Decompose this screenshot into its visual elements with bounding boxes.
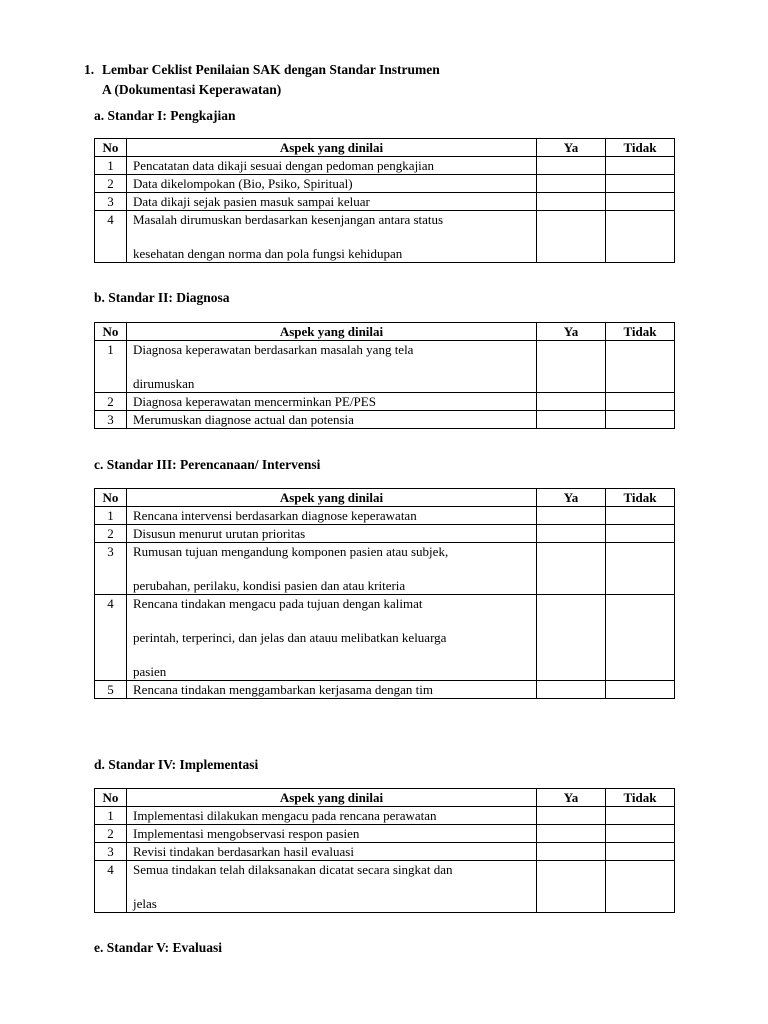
row-aspect (127, 861, 537, 913)
tidak-checkbox-cell[interactable] (606, 341, 675, 393)
aspect-line: Implementasi dilakukan mengacu pada rencana perawatan (133, 808, 437, 823)
header-tidak: Tidak (606, 789, 675, 807)
table-header-row (95, 139, 675, 157)
row-aspect (127, 525, 537, 543)
tidak-checkbox-cell[interactable] (606, 175, 675, 193)
ya-checkbox-cell[interactable] (537, 411, 606, 429)
table-row (95, 843, 675, 861)
row-aspect (127, 681, 537, 699)
header-no: No (95, 323, 127, 341)
header-ya: Ya (537, 489, 606, 507)
row-number: 3 (95, 543, 127, 595)
tidak-checkbox-cell[interactable] (606, 681, 675, 699)
header-tidak: Tidak (606, 139, 675, 157)
aspect-line: Rencana intervensi berdasarkan diagnose keperawatan (133, 508, 417, 523)
tidak-checkbox-cell[interactable] (606, 211, 675, 263)
aspect-line: Diagnosa keperawatan berdasarkan masalah yang tela (133, 342, 414, 357)
row-number: 4 (95, 861, 127, 913)
tidak-checkbox-cell[interactable] (606, 525, 675, 543)
tidak-checkbox-cell[interactable] (606, 861, 675, 913)
table-row (95, 393, 675, 411)
line-gap (133, 358, 530, 375)
ya-checkbox-cell[interactable] (537, 681, 606, 699)
table-row (95, 825, 675, 843)
table-header-row (95, 789, 675, 807)
tidak-checkbox-cell[interactable] (606, 825, 675, 843)
row-number: 1 (95, 157, 127, 175)
checklist-table (94, 322, 675, 429)
table-row (95, 411, 675, 429)
ya-checkbox-cell[interactable] (537, 807, 606, 825)
section-heading: d. Standar IV: Implementasi (94, 757, 259, 772)
line-gap (133, 612, 530, 629)
row-aspect (127, 393, 537, 411)
row-aspect (127, 341, 537, 393)
row-aspect (127, 193, 537, 211)
row-number: 2 (95, 825, 127, 843)
table-row (95, 175, 675, 193)
row-aspect (127, 211, 537, 263)
header-ya: Ya (537, 789, 606, 807)
row-aspect (127, 543, 537, 595)
row-number: 4 (95, 595, 127, 681)
checklist-table (94, 788, 675, 913)
table-header-row (95, 489, 675, 507)
section-heading: a. Standar I: Pengkajian (94, 108, 236, 123)
ya-checkbox-cell[interactable] (537, 861, 606, 913)
row-number: 4 (95, 211, 127, 263)
ya-checkbox-cell[interactable] (537, 507, 606, 525)
table-row (95, 595, 675, 681)
row-number: 2 (95, 175, 127, 193)
ya-checkbox-cell[interactable] (537, 525, 606, 543)
header-no: No (95, 139, 127, 157)
tidak-checkbox-cell[interactable] (606, 193, 675, 211)
row-aspect (127, 507, 537, 525)
table-row (95, 525, 675, 543)
ya-checkbox-cell[interactable] (537, 193, 606, 211)
table-row (95, 543, 675, 595)
header-ya: Ya (537, 323, 606, 341)
header-ya: Ya (537, 139, 606, 157)
header-no: No (95, 789, 127, 807)
aspect-line: Merumuskan diagnose actual dan potensia (133, 412, 354, 427)
table-row (95, 193, 675, 211)
title-line-2: A (Dokumentasi Keperawatan) (102, 82, 282, 97)
ya-checkbox-cell[interactable] (537, 393, 606, 411)
table-row (95, 807, 675, 825)
row-aspect (127, 595, 537, 681)
table-row (95, 507, 675, 525)
tidak-checkbox-cell[interactable] (606, 543, 675, 595)
header-tidak: Tidak (606, 323, 675, 341)
tidak-checkbox-cell[interactable] (606, 157, 675, 175)
tidak-checkbox-cell[interactable] (606, 393, 675, 411)
table-row (95, 211, 675, 263)
row-number: 1 (95, 807, 127, 825)
line-gap (133, 646, 530, 663)
ya-checkbox-cell[interactable] (537, 157, 606, 175)
aspect-line: Disusun menurut urutan prioritas (133, 526, 306, 541)
header-no: No (95, 489, 127, 507)
row-aspect (127, 175, 537, 193)
aspect-line: kesehatan dengan norma dan pola fungsi kehidupan (133, 246, 403, 261)
table-row (95, 681, 675, 699)
aspect-line: Rencana tindakan mengacu pada tujuan dengan kalimat (133, 596, 423, 611)
ya-checkbox-cell[interactable] (537, 175, 606, 193)
row-number: 2 (95, 525, 127, 543)
aspect-line: perintah, terperinci, dan jelas dan atauu melibatkan keluarga (133, 630, 447, 645)
aspect-line: Data dikaji sejak pasien masuk sampai keluar (133, 194, 370, 209)
ya-checkbox-cell[interactable] (537, 843, 606, 861)
aspect-line: jelas (133, 896, 157, 911)
tidak-checkbox-cell[interactable] (606, 411, 675, 429)
row-number: 5 (95, 681, 127, 699)
row-aspect (127, 843, 537, 861)
aspect-line: pasien (133, 664, 167, 679)
title-number: 1. (84, 62, 95, 77)
header-aspek: Aspek yang dinilai (127, 789, 537, 807)
row-aspect (127, 807, 537, 825)
row-number: 3 (95, 411, 127, 429)
aspect-line: Rumusan tujuan mengandung komponen pasien atau subjek, (133, 544, 449, 559)
checklist-table (94, 488, 675, 699)
aspect-line: perubahan, perilaku, kondisi pasien dan atau kriteria (133, 578, 406, 593)
aspect-line: Data dikelompokan (Bio, Psiko, Spiritual) (133, 176, 353, 191)
aspect-line: Semua tindakan telah dilaksanakan dicatat secara singkat dan (133, 862, 453, 877)
row-number: 3 (95, 193, 127, 211)
ya-checkbox-cell[interactable] (537, 595, 606, 681)
ya-checkbox-cell[interactable] (537, 211, 606, 263)
ya-checkbox-cell[interactable] (537, 543, 606, 595)
section-heading: e. Standar V: Evaluasi (94, 940, 223, 955)
document-title (84, 60, 440, 100)
line-gap (133, 228, 530, 245)
row-number: 2 (95, 393, 127, 411)
header-tidak: Tidak (606, 489, 675, 507)
aspect-line: dirumuskan (133, 376, 195, 391)
section-heading: b. Standar II: Diagnosa (94, 290, 230, 305)
tidak-checkbox-cell[interactable] (606, 595, 675, 681)
row-aspect (127, 411, 537, 429)
checklist-table (94, 138, 675, 263)
aspect-line: Revisi tindakan berdasarkan hasil evaluasi (133, 844, 354, 859)
aspect-line: Pencatatan data dikaji sesuai dengan pedoman pengkajian (133, 158, 435, 173)
table-row (95, 341, 675, 393)
aspect-line: Implementasi mengobservasi respon pasien (133, 826, 360, 841)
aspect-line: Masalah dirumuskan berdasarkan kesenjangan antara status (133, 212, 444, 227)
tidak-checkbox-cell[interactable] (606, 507, 675, 525)
table-header-row (95, 323, 675, 341)
line-gap (133, 560, 530, 577)
row-aspect (127, 157, 537, 175)
section-heading: c. Standar III: Perencanaan/ Intervensi (94, 457, 321, 472)
tidak-checkbox-cell[interactable] (606, 843, 675, 861)
ya-checkbox-cell[interactable] (537, 825, 606, 843)
row-aspect (127, 825, 537, 843)
row-number: 3 (95, 843, 127, 861)
row-number: 1 (95, 341, 127, 393)
aspect-line: Rencana tindakan menggambarkan kerjasama dengan tim (133, 682, 433, 697)
header-aspek: Aspek yang dinilai (127, 139, 537, 157)
title-line-1: Lembar Ceklist Penilaian SAK dengan Standar Instrumen (102, 62, 440, 77)
aspect-line: Diagnosa keperawatan mencerminkan PE/PES (133, 394, 376, 409)
ya-checkbox-cell[interactable] (537, 341, 606, 393)
tidak-checkbox-cell[interactable] (606, 807, 675, 825)
header-aspek: Aspek yang dinilai (127, 323, 537, 341)
line-gap (133, 878, 530, 895)
table-row (95, 861, 675, 913)
header-aspek: Aspek yang dinilai (127, 489, 537, 507)
row-number: 1 (95, 507, 127, 525)
table-row (95, 157, 675, 175)
